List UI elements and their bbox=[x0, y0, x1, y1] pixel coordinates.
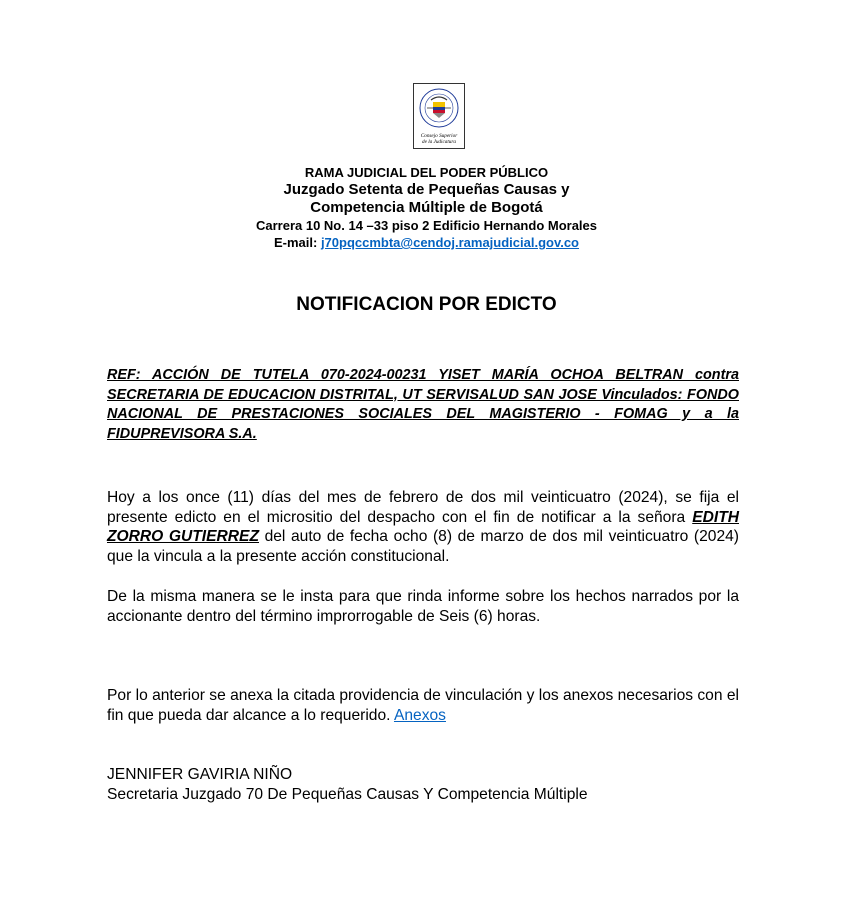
paragraph-notification bbox=[107, 488, 739, 566]
logo-caption-2: de la Judicatura bbox=[422, 139, 456, 145]
document-title: NOTIFICACION POR EDICTO bbox=[296, 294, 557, 315]
header-court-line2: Competencia Múltiple de Bogotá bbox=[310, 199, 543, 216]
email-label: E-mail: bbox=[273, 235, 318, 250]
coat-of-arms-icon bbox=[414, 84, 464, 148]
logo-caption-1: Consejo Superior bbox=[420, 133, 458, 139]
rama-judicial-logo bbox=[413, 83, 465, 149]
header-institution: RAMA JUDICIAL DEL PODER PÚBLICO bbox=[304, 165, 549, 180]
paragraph-instruction: De la misma manera se le insta para que rinda informe sobre los hechos narrados por la accionante dentro del término improrrogable de Seis (6) horas. bbox=[107, 588, 739, 625]
header-court-line1: Juzgado Setenta de Pequeñas Causas y bbox=[283, 181, 570, 198]
header-address: Carrera 10 No. 14 –33 piso 2 Edificio Hernando Morales bbox=[255, 218, 597, 233]
paragraph-annexes bbox=[107, 686, 739, 725]
notified-person-name: EDITH ZORRO GUTIERREZ bbox=[107, 508, 739, 546]
anexos-link[interactable]: Anexos bbox=[393, 706, 446, 724]
signature-role: Secretaria Juzgado 70 De Pequeñas Causas Y Competencia Múltiple bbox=[107, 786, 588, 803]
header-email-line bbox=[0, 235, 853, 250]
para3-text: Por lo anterior se anexa la citada providencia de vinculación y los anexos necesarios con el fin que pueda dar alcance a lo requerido. bbox=[107, 687, 739, 724]
para1-after: del auto de fecha ocho (8) de marzo de dos mil veinticuatro (2024) que la vincula a la presente acción constitucional. bbox=[107, 528, 739, 565]
email-link[interactable]: j70pqccmbta@cendoj.ramajudicial.gov.co bbox=[320, 235, 580, 250]
para1-before: Hoy a los once (11) días del mes de febrero de dos mil veinticuatro (2024), se fija el presente edicto en el micrositio del despacho con el fin de notificar a la señora bbox=[107, 489, 739, 526]
signature-name: JENNIFER GAVIRIA NIÑO bbox=[107, 766, 293, 783]
reference-block: REF: ACCIÓN DE TUTELA 070-2024-00231 YISET MARÍA OCHOA BELTRAN contra SECRETARIA DE EDUCACION DISTRITAL, UT SERVISALUD SAN JOSE Vinculados: FONDO NACIONAL DE PRESTACIONES SOCIALES DEL MAGISTERIO - FOMAG y a la FIDUPREVISORA S.A. bbox=[107, 367, 739, 442]
